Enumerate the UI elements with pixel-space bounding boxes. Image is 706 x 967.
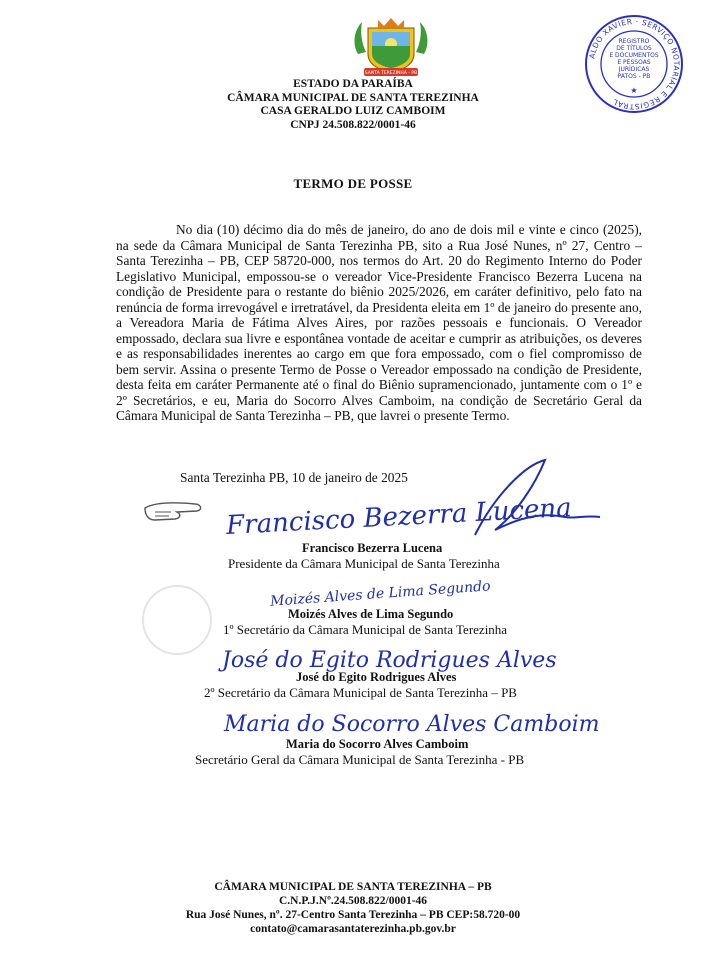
pointing-hand-icon [125, 490, 215, 530]
header-state: ESTADO DA PARAÍBA [293, 78, 413, 90]
signature-handwriting: Moizés Alves de Lima Segundo [269, 578, 492, 610]
stamp-ring-text: ALDO XAVIER · SERVIÇO NOTARIAL E REGISTRAL [587, 16, 682, 112]
footer [0, 880, 706, 936]
body-paragraph: No dia (10) décimo dia do mês de janeiro, do ano de dois mil e vinte e cinco (2025), na sede da Câmara Municipal de Santa Terezinha PB, sito a Rua José Nunes, nº 27, Centro – Santa Terezinha – PB, CEP 58720-000, nos termos do Art. 20 do Regimento Interno do Poder Legislativo Municipal, empossou-se o vereador Vice-Presidente Francisco Bezerra Lucena na condição de Presidente para o restante do biênio 2025/2026, em caráter definitivo, pelo fato na renúncia de forma irrevogável e irretratável, da Presidenta eleita em 1º de janeiro do presente ano, a Vereadora Maria de Fátima Alves Aires, por razões pessoais e funcionais. O Vereador empossado, declara sua livre e espontânea vontade de aceitar e cumprir as atribuições, os deveres e as responsabilidades inerentes ao cargo em que fora empossado, com o fiel compromisso de bem servir. Assina o presente Termo de Posse o Vereador empossado na condição de Presidente, desta feita em caráter Permanente até o final do Biênio supramencionado, juntamente com o 1º e 2º Secretários, e eu, Maria do Socorro Alves Camboim, na condição de Secretário Geral da Câmara Municipal de Santa Terezinha – PB, que lavrei o presente Termo. [116, 222, 642, 423]
footer-email: contato@camarasantaterezinha.pb.gov.br [250, 923, 456, 935]
signature-flourish [455, 455, 615, 545]
stamp-line: DE TÍTULOS [616, 45, 652, 52]
signer-name: Moizés Alves de Lima Segundo [288, 607, 454, 621]
stamp-line: PATOS - PB [617, 73, 651, 80]
footer-cnpj: C.N.P.J.Nº.24.508.822/0001-46 [278, 895, 428, 907]
signer-name: José do Egito Rodrigues Alves [296, 670, 457, 684]
signature-handwriting: José do Egito Rodrigues Alves [222, 648, 557, 673]
letterhead [0, 78, 706, 132]
signature-handwriting: Maria do Socorro Alves Camboim [224, 712, 600, 737]
stamp-line: REGISTRO [618, 38, 650, 45]
signer-role: Secretário Geral da Câmara Municipal de Santa Terezinha - PB [195, 752, 525, 767]
body-text [116, 222, 642, 424]
date-line: Santa Terezinha PB, 10 de janeiro de 2025 [180, 470, 408, 485]
stamp-line: E PESSOAS [617, 59, 651, 66]
signer-role: Presidente da Câmara Municipal de Santa Terezinha [228, 556, 500, 571]
stamp-line: JURÍDICAS [618, 66, 650, 73]
header-house: CASA GERALDO LUIZ CAMBOIM [260, 105, 446, 117]
signer-role: 1º Secretário da Câmara Municipal de Santa Terezinha [223, 622, 508, 637]
header-chamber: CÂMARA MUNICIPAL DE SANTA TEREZINHA [227, 91, 479, 104]
faint-stamp [142, 585, 212, 655]
star-icon: ★ [630, 86, 638, 95]
stamp-line: E DOCUMENTOS [609, 52, 659, 59]
signature-handwriting: Francisco Bezerra Lucena [225, 492, 573, 542]
signer-name: Francisco Bezerra Lucena [302, 541, 443, 555]
footer-address: Rua José Nunes, nº. 27-Centro Santa Terezinha – PB CEP:58.720-00 [185, 909, 521, 921]
signer-role: 2º Secretário da Câmara Municipal de Santa Terezinha – PB [204, 685, 517, 700]
document-title: TERMO DE POSSE [293, 176, 413, 191]
footer-chamber: CÂMARA MUNICIPAL DE SANTA TEREZINHA – PB [214, 881, 492, 893]
municipal-coat-of-arms-logo [348, 14, 434, 78]
signer-name: Maria do Socorro Alves Camboim [286, 737, 469, 751]
logo-ribbon-text: SANTA TEREZINHA - PB [364, 71, 418, 76]
header-cnpj: CNPJ 24.508.822/0001-46 [290, 118, 416, 131]
